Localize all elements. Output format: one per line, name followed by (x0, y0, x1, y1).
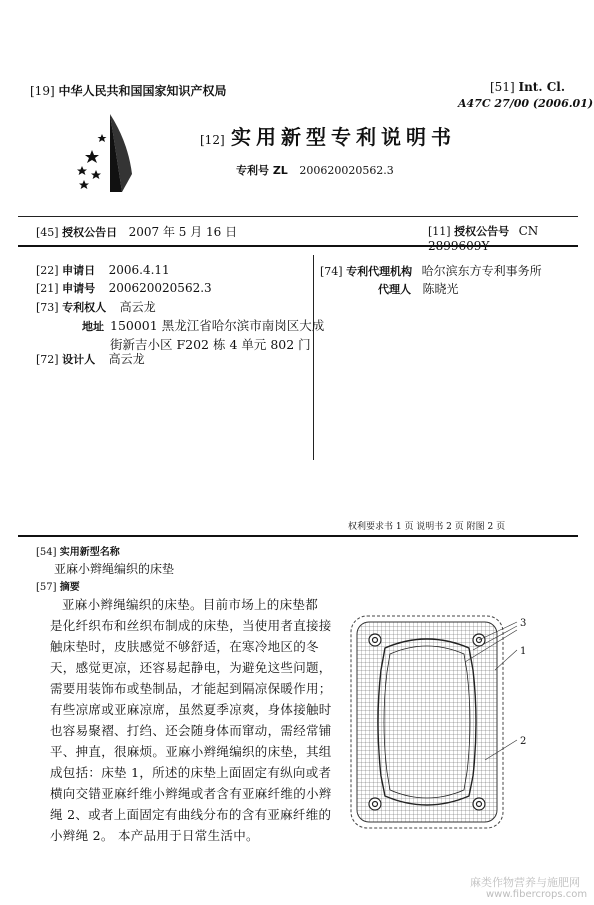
figure-label-1: 1 (520, 646, 527, 657)
apply-no: 200620020562.3 (108, 281, 212, 295)
figure-label-2: 2 (520, 736, 527, 747)
pub-number-line (428, 223, 594, 253)
abstract-line: 天，感觉更凉，还容易起静电，为避免这些问题， (50, 660, 332, 675)
abstract-line: 平、抻直，很麻烦。亚麻小辫绳编织的床垫，其组 (50, 744, 332, 759)
patent-no: 200620020562.3 (299, 164, 394, 177)
agency: 哈尔滨东方专利事务所 (421, 264, 542, 278)
code-74: [74] (320, 265, 343, 278)
pub-date-label: 授权公告日 (62, 226, 118, 239)
agency-label: 专利代理机构 (346, 265, 413, 278)
mattress-figure (345, 610, 545, 850)
code-11: [11] (428, 225, 451, 238)
code-12: [12] (200, 133, 225, 147)
address-line-1: 150001 黑龙江省哈尔滨市南岗区大成 (110, 318, 325, 333)
apply-date: 2006.4.11 (108, 263, 170, 277)
int-cl-label: Int. Cl. (518, 80, 565, 94)
pub-no-label: 授权公告号 (454, 225, 510, 238)
code-73: [73] (36, 301, 59, 314)
apply-no-line (36, 280, 212, 296)
apply-no-label: 申请号 (62, 282, 96, 295)
abstract-label: 摘要 (59, 582, 80, 593)
agent: 陈晓光 (422, 282, 459, 296)
code-57: [57] (36, 582, 57, 593)
title-heading (36, 543, 120, 558)
code-45: [45] (36, 226, 59, 239)
address-label: 地址 (82, 320, 104, 333)
int-cl-value: A47C 27/00 (458, 97, 530, 110)
office-line (30, 82, 226, 99)
agency-line (320, 262, 542, 279)
pub-date-line (36, 223, 237, 240)
abstract-line: 成包括：床垫 1，所述的床垫上面固定有纵向或者 (50, 765, 332, 780)
pub-no: CN 2899609Y (428, 224, 539, 253)
cnipa-emblem-logo (70, 112, 140, 194)
rule-middle (18, 535, 578, 537)
title-label: 实用新型名称 (59, 547, 120, 558)
designer-label: 设计人 (62, 353, 96, 366)
agent-label: 代理人 (378, 283, 411, 296)
apply-date-line (36, 262, 170, 278)
agent-line (378, 280, 459, 297)
int-cl-line (490, 80, 565, 94)
owner-label: 专利权人 (62, 301, 107, 314)
owner: 高云龙 (119, 300, 156, 314)
doc-title-line (200, 121, 456, 150)
address-line-2: 街新吉小区 F202 栋 4 单元 802 门 (110, 337, 311, 352)
watermark-title: 麻类作物营养与施肥网 (470, 876, 580, 889)
figure-label-3: 3 (520, 618, 527, 629)
code-21: [21] (36, 282, 59, 295)
pages-note: 权利要求书 1 页 说明书 2 页 附图 2 页 (348, 522, 506, 532)
owner-line (36, 298, 156, 315)
abstract-text (50, 594, 340, 846)
patent-no-label: 专利号 ZL (236, 164, 288, 177)
rule-thick (18, 245, 578, 247)
designer-line (36, 350, 145, 367)
code-19: [19] (30, 84, 55, 98)
abstract-line: 需要用装饰布或垫制品，才能起到隔凉保暖作用； (50, 681, 332, 696)
int-cl-value-line (458, 97, 593, 110)
abstract-line: 触床垫时，皮肤感觉不够舒适，在寒冷地区的冬 (50, 639, 319, 654)
patent-number-line (236, 162, 394, 178)
abstract-line: 是化纤织布和丝织布制成的床垫，当使用者直接接 (50, 618, 332, 633)
watermark-url: www.fibercrops.com (486, 889, 588, 900)
int-cl-year: (2006.01) (532, 97, 594, 110)
address (110, 316, 324, 354)
utility-model-title: 亚麻小辫绳编织的床垫 (54, 562, 175, 576)
code-22: [22] (36, 264, 59, 277)
code-72: [72] (36, 353, 59, 366)
abstract-line: 小辫绳 2。 本产品用于日常生活中。 (50, 828, 259, 843)
patent-office: 中华人民共和国国家知识产权局 (58, 84, 227, 98)
code-54: [54] (36, 547, 57, 558)
abstract-line: 也容易聚褶、打绉、还会随身体而窜动，需经常铺 (50, 723, 332, 738)
apply-date-label: 申请日 (62, 264, 96, 277)
abstract-heading (36, 578, 80, 593)
code-51: [51] (490, 80, 515, 94)
column-divider (313, 255, 314, 460)
doc-type-title: 实用新型专利说明书 (231, 125, 456, 149)
designer: 高云龙 (108, 352, 145, 366)
pub-date: 2007 年 5 月 16 日 (128, 225, 238, 239)
abstract-line: 横向交错亚麻纤维小辫绳或者含有亚麻纤维的小辫 (50, 786, 332, 801)
abstract-line: 有些凉席或亚麻凉席，虽然夏季凉爽，身体接触时 (50, 702, 332, 717)
abstract-line: 亚麻小辫绳编织的床垫。目前市场上的床垫都 (62, 597, 319, 612)
rule-top (18, 216, 578, 217)
abstract-line: 绳 2、或者上面固定有曲线分布的含有亚麻纤维的 (50, 807, 332, 822)
